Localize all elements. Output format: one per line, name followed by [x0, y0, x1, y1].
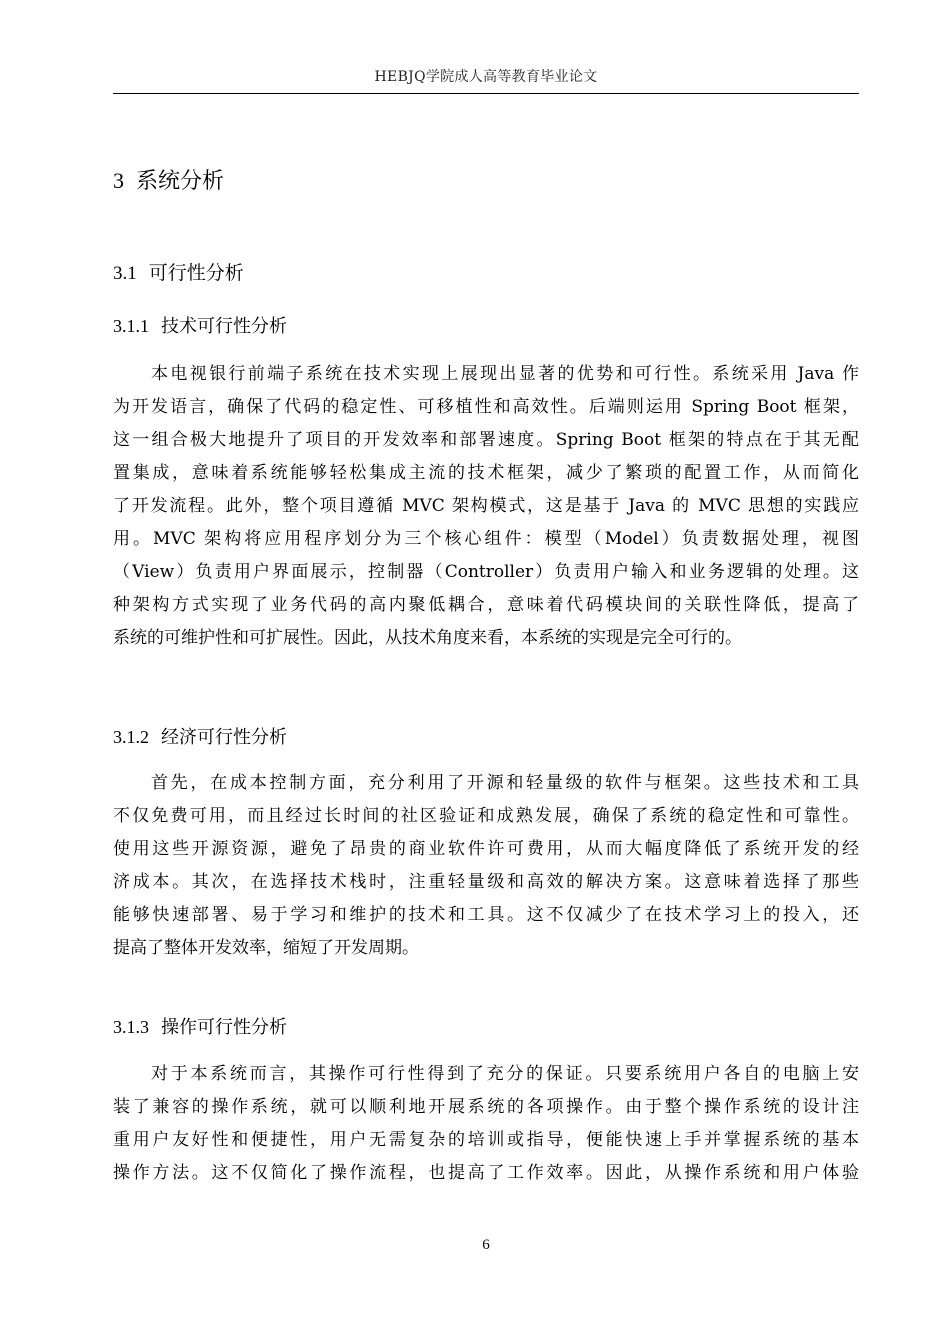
text-line: 装了兼容的操作系统，就可以顺利地开展系统的各项操作。由于整个操作系统的设计注 [113, 1097, 859, 1117]
text-line: 了开发流程。此外，整个项目遵循 MVC 架构模式，这是基于 Java 的 MVC 思想的实践应 [113, 496, 859, 516]
subsection-title: 操作可行性分析 [161, 1017, 287, 1038]
subsection-heading [113, 1014, 287, 1041]
text-line: 置集成，意味着系统能够轻松集成主流的技术框架，减少了繁琐的配置工作，从而简化 [113, 463, 859, 483]
subsection-number: 3.1.1 [113, 316, 149, 336]
header-rule [113, 93, 859, 94]
chapter-number: 3 [113, 168, 124, 193]
subsection-heading [113, 313, 287, 340]
text-line: 操作方法。这不仅简化了操作流程，也提高了工作效率。因此，从操作系统和用户体验 [113, 1163, 859, 1183]
running-header: HEBJQ学院成人高等教育毕业论文 [374, 69, 598, 85]
paragraph [113, 767, 859, 965]
subsection-heading [113, 724, 287, 751]
text-line: 使用这些开源资源，避免了昂贵的商业软件许可费用，从而大幅度降低了系统开发的经 [113, 839, 859, 859]
text-line: 不仅免费可用，而且经过长时间的社区验证和成熟发展，确保了系统的稳定性和可靠性。 [113, 806, 859, 826]
subsection-number: 3.1.3 [113, 1017, 149, 1037]
text-line: （View）负责用户界面展示，控制器（Controller）负责用户输入和业务逻辑的处理。这 [113, 562, 859, 582]
text-line: 提高了整体开发效率，缩短了开发周期。 [113, 938, 419, 958]
text-line: 首先，在成本控制方面，充分利用了开源和轻量级的软件与框架。这些技术和工具 [151, 773, 859, 793]
text-line: 对于本系统而言，其操作可行性得到了充分的保证。只要系统用户各自的电脑上安 [151, 1064, 859, 1084]
text-line: 济成本。其次，在选择技术栈时，注重轻量级和高效的解决方案。这意味着选择了那些 [113, 872, 859, 892]
section-number: 3.1 [113, 263, 137, 284]
section-title: 可行性分析 [148, 262, 244, 284]
section-heading [113, 259, 244, 288]
paragraph [113, 358, 859, 655]
text-line: 重用户友好性和便捷性，用户无需复杂的培训或指导，便能快速上手并掌握系统的基本 [113, 1130, 859, 1150]
paragraph [113, 1058, 859, 1190]
subsection-number: 3.1.2 [113, 727, 149, 747]
text-line: 这一组合极大地提升了项目的开发效率和部署速度。Spring Boot 框架的特点在于其无配 [113, 430, 859, 450]
text-line: 系统的可维护性和可扩展性。因此，从技术角度来看，本系统的实现是完全可行的。 [113, 628, 742, 648]
subsection-title: 经济可行性分析 [161, 727, 287, 748]
page-number: 6 [482, 1237, 490, 1253]
text-line: 种架构方式实现了业务代码的高内聚低耦合，意味着代码模块间的关联性降低，提高了 [113, 595, 859, 615]
chapter-title: 系统分析 [136, 169, 225, 194]
text-line: 能够快速部署、易于学习和维护的技术和工具。这不仅减少了在技术学习上的投入，还 [113, 905, 859, 925]
chapter-heading [113, 166, 224, 197]
subsection-title: 技术可行性分析 [161, 316, 287, 337]
text-line: 用。MVC 架构将应用程序划分为三个核心组件：模型（Model）负责数据处理，视图 [113, 529, 859, 549]
text-line: 本电视银行前端子系统在技术实现上展现出显著的优势和可行性。系统采用 Java 作 [151, 364, 859, 384]
text-line: 为开发语言，确保了代码的稳定性、可移植性和高效性。后端则运用 Spring Boot 框架， [113, 397, 859, 417]
